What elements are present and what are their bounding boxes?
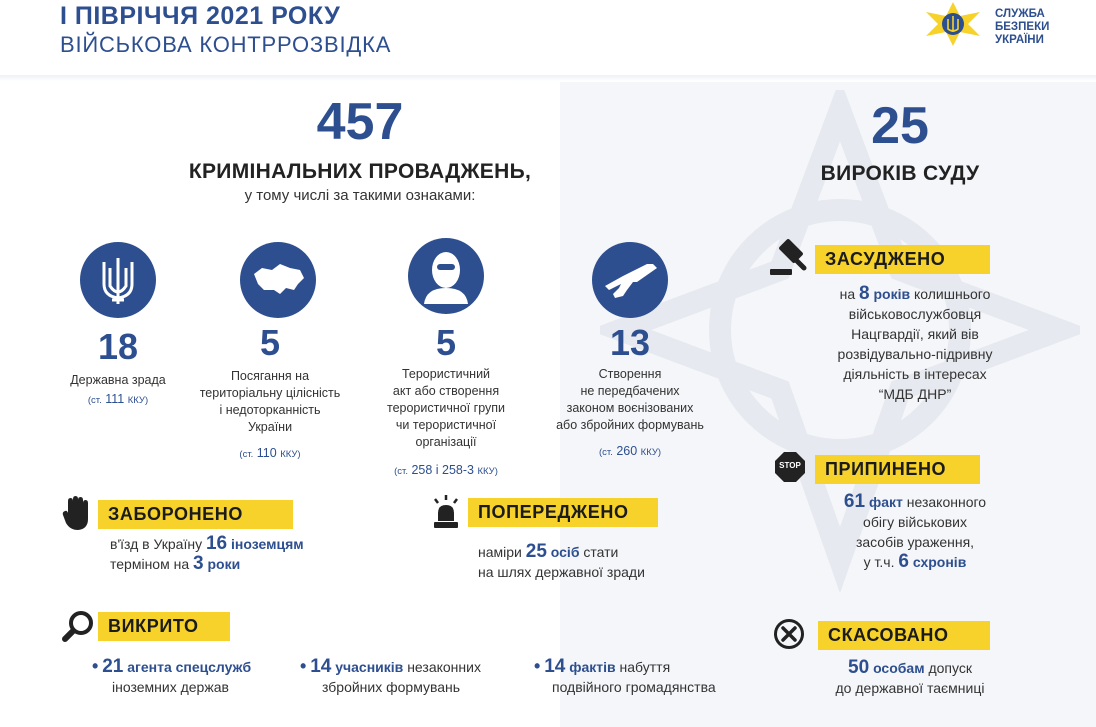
verdicts-heading: ВИРОКІВ СУДУ — [820, 162, 980, 185]
criminal-cases-count: 457 — [316, 93, 404, 151]
verdicts-count: 25 — [871, 97, 929, 155]
convicted-text: на 8 років колишнього військовослужбовця Нацгвардії, який вів розвідувально-підривну діяльність в інтересах “МДБ ДНР” — [837, 283, 993, 402]
stop-sign-icon — [775, 452, 805, 482]
stop-hand-icon — [62, 495, 92, 531]
prevented-label: ПОПЕРЕДЖЕНО — [468, 498, 658, 527]
forbidden-label: ЗАБОРОНЕНО — [98, 500, 293, 529]
category-number-treason: 18 — [97, 326, 139, 367]
ukraine-map-icon — [240, 242, 316, 318]
cancelled-text: 50 особам допуск до державної таємниці — [835, 657, 985, 696]
category-article-treason: (ст. 111 ККУ) — [87, 392, 149, 406]
exposed-label: ВИКРИТО — [98, 612, 230, 641]
category-desc-paramilitary: Створення не передбачених законом воєнізованих або збройних формувань — [556, 367, 704, 432]
prevented-text: наміри 25 осіб стати на шлях державної зради — [478, 541, 645, 580]
forbidden-text: в'їзд в Україну 16 іноземцям терміном на 3 роки — [110, 533, 304, 574]
stopped-label: ПРИПИНЕНО — [815, 455, 980, 484]
alarm-siren-icon — [432, 495, 460, 529]
category-desc-treason: Державна зрада — [70, 373, 166, 387]
exposed-item-agents: • 21 агента спецслужб іноземних держав — [92, 656, 252, 695]
category-number-paramilitary: 13 — [609, 322, 651, 363]
convicted-label: ЗАСУДЖЕНО — [815, 245, 990, 274]
page-subtitle: ВІЙСЬКОВА КОНТРРОЗВІДКА — [60, 32, 392, 57]
rifle-icon — [592, 242, 668, 318]
exposed-item-citizenship: • 14 фактів набуття подвійного громадянства — [534, 656, 716, 695]
category-article-terrorism: (ст. 258 і 258-3 ККУ) — [394, 463, 498, 477]
category-desc-terrorism: Терористичний акт або створення терористичної групи чи терористичної організації — [386, 367, 506, 449]
ssu-logo-text: СЛУЖБА БЕЗПЕКИ УКРАЇНИ — [995, 8, 1050, 46]
terrorist-mask-icon — [408, 238, 484, 314]
category-number-territorial: 5 — [259, 322, 281, 363]
criminal-cases-heading: КРИМІНАЛЬНИХ ПРОВАДЖЕНЬ, — [188, 160, 532, 183]
category-number-terrorism: 5 — [435, 322, 457, 363]
cancelled-label: СКАСОВАНО — [818, 621, 990, 650]
category-article-territorial: (ст. 110 ККУ) — [239, 446, 301, 460]
page-title: І ПІВРІЧЧЯ 2021 РОКУ — [60, 2, 341, 30]
stop-sign-text: STOP — [779, 461, 801, 470]
ssu-logo-icon — [918, 2, 988, 46]
magnifier-icon — [62, 610, 94, 642]
gavel-icon — [770, 238, 810, 276]
criminal-cases-subheading: у тому числі за такими ознаками: — [244, 187, 476, 204]
cancel-x-icon — [773, 618, 805, 650]
category-article-paramilitary: (ст. 260 ККУ) — [598, 444, 662, 458]
header-divider — [0, 75, 1096, 81]
category-desc-territorial: Посягання на територіальну цілісність і недоторканність України — [199, 369, 341, 434]
exposed-item-members: • 14 учасників незаконних збройних формувань — [300, 656, 481, 695]
stopped-text: 61 факт незаконного обігу військових засобів ураження, у т.ч. 6 схронів — [843, 491, 987, 572]
trident-icon — [80, 242, 156, 318]
